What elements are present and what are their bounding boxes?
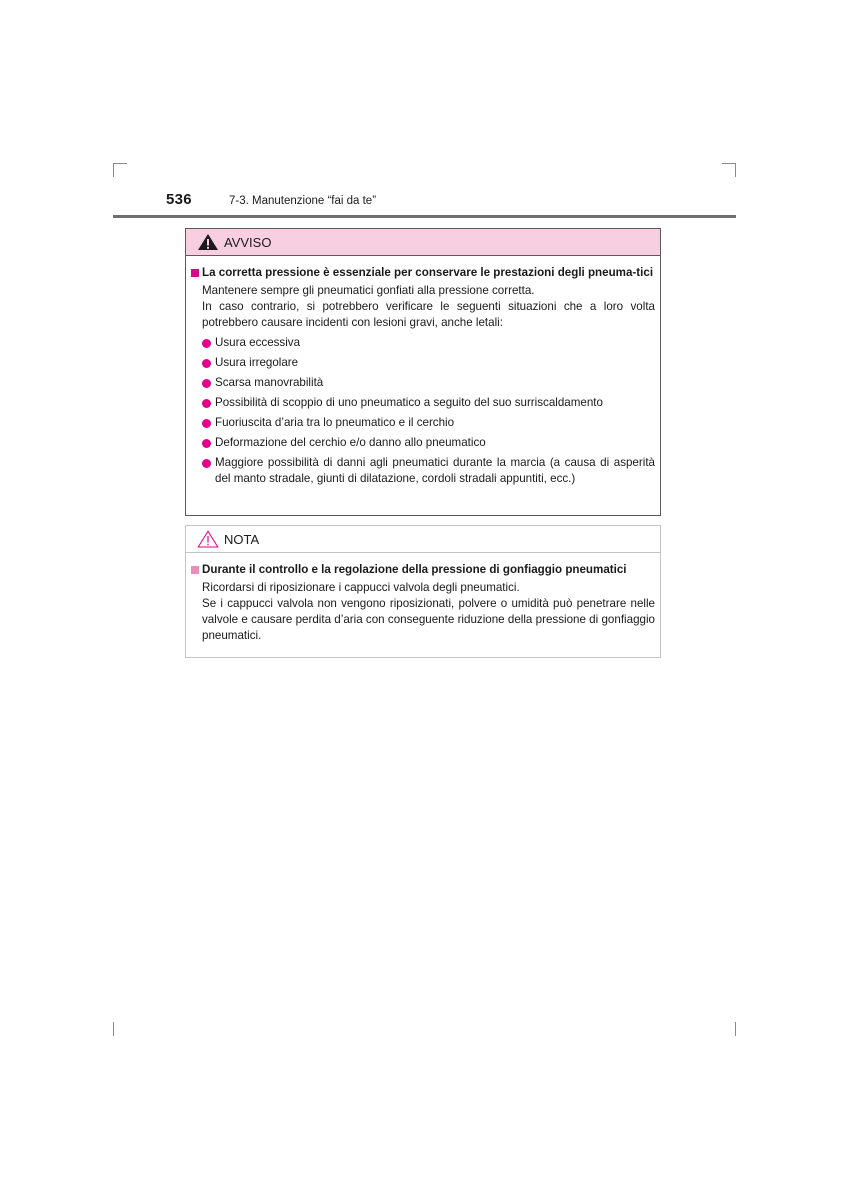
nota-heading: Durante il controllo e la regolazione della pressione di gonfiaggio pneumatici [202, 563, 627, 576]
section-title: 7-3. Manutenzione “fai da te” [229, 195, 377, 207]
avviso-body [186, 256, 660, 487]
crop-mark-top-right [722, 163, 736, 164]
avviso-box [185, 228, 661, 516]
list-item [202, 355, 655, 371]
crop-mark-top-left [113, 163, 114, 177]
avviso-paragraph: In caso contrario, si potrebbero verificare le seguenti situazioni che a loro volta potrebbero causare incidenti con lesioni gravi, anche letali: [202, 300, 655, 329]
caution-triangle-icon [197, 530, 219, 548]
nota-paragraph: Se i cappucci valvola non vengono riposizionati, polvere o umidità può penetrare nelle valvole e causare perdita d’aria con conseguente riduzione della pressione di gonfiaggio pneumatici. [202, 597, 655, 642]
crop-mark-top-left [113, 163, 127, 164]
nota-header [186, 526, 660, 553]
avviso-header [186, 229, 660, 256]
list-item-text: Fuoriuscita d’aria tra lo pneumatico e il cerchio [215, 416, 455, 429]
list-item-text: Possibilità di scoppio di uno pneumatico a seguito del suo surriscaldamento [215, 396, 603, 409]
bullet-dot-icon [202, 419, 211, 428]
list-item [202, 455, 655, 487]
avviso-title: AVVISO [224, 234, 272, 250]
list-item [202, 435, 655, 451]
nota-title: NOTA [224, 531, 260, 547]
list-item [202, 395, 655, 411]
bullet-dot-icon [202, 459, 211, 468]
list-item-text: Maggiore possibilità di danni agli pneumatici durante la marcia (a causa di asperità del manto stradale, giunti di dilatazione, cordoli stradali appuntiti, ecc.) [215, 456, 655, 485]
bullet-dot-icon [202, 399, 211, 408]
warning-triangle-icon [197, 233, 219, 251]
crop-mark-top-right [735, 163, 736, 177]
avviso-heading-row [191, 265, 655, 281]
nota-box [185, 525, 661, 658]
square-bullet-icon [191, 269, 199, 277]
bullet-dot-icon [202, 439, 211, 448]
square-bullet-icon [191, 566, 199, 574]
list-item [202, 375, 655, 391]
avviso-paragraph: Mantenere sempre gli pneumatici gonfiati alla pressione corretta. [202, 284, 535, 297]
crop-mark-bottom-right [735, 1022, 736, 1036]
header-rule [113, 215, 736, 218]
list-item-text: Deformazione del cerchio e/o danno allo pneumatico [215, 436, 486, 449]
nota-heading-row [191, 562, 655, 578]
list-item-text: Usura eccessiva [215, 336, 301, 349]
nota-paragraphs [191, 580, 655, 644]
bullet-dot-icon [202, 379, 211, 388]
list-item-text: Usura irregolare [215, 356, 299, 369]
list-item-text: Scarsa manovrabilità [215, 376, 324, 389]
list-item [202, 415, 655, 431]
bullet-dot-icon [202, 339, 211, 348]
avviso-bullet-list [191, 335, 655, 487]
nota-paragraph: Ricordarsi di riposizionare i cappucci valvola degli pneumatici. [202, 581, 520, 594]
list-item [202, 335, 655, 351]
avviso-paragraphs [191, 283, 655, 331]
crop-mark-bottom-left [113, 1022, 114, 1036]
avviso-heading: La corretta pressione è essenziale per conservare le prestazioni degli pneuma-tici [202, 266, 654, 279]
page-number: 536 [166, 191, 192, 208]
bullet-dot-icon [202, 359, 211, 368]
nota-body [186, 553, 660, 644]
